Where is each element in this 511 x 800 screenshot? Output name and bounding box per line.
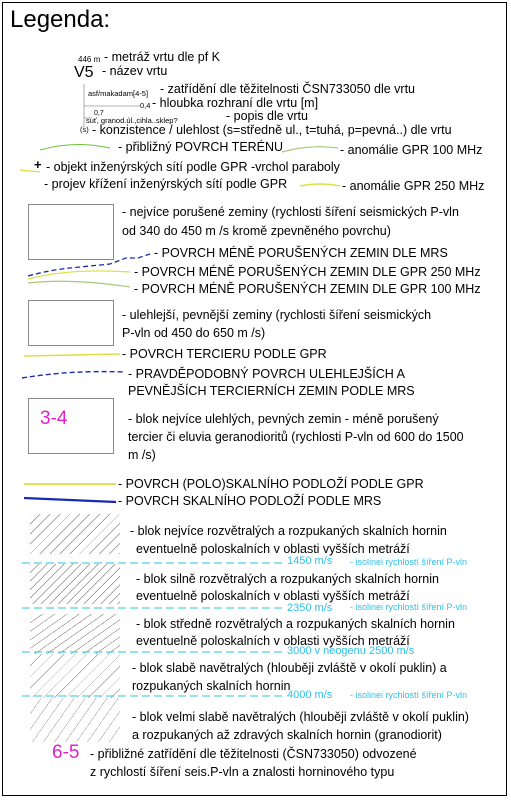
isoline-2-value: 2350 m/s (287, 602, 333, 614)
tertiary-gpr-desc: - POVRCH TERCIERU PODLE GPR (122, 347, 327, 361)
bedrock-mrs-line (24, 498, 116, 502)
approx-terrain-desc: - přibližný POVRCH TERÉNU (118, 140, 284, 154)
firmer-soils-line-2: P-vln od 450 do 650 m /s) (122, 326, 266, 340)
firmer-soils-line-1: - ulehlejší, pevnější zeminy (rychlosti šíření seismických (122, 308, 432, 322)
gpr-anomaly-250-desc: - anomálie GPR 250 MHz (342, 179, 485, 193)
rock-block-2-line-1: - blok silně rozvětralých a rozpukaných skalních hornin (136, 572, 439, 586)
rock-block-4-line-1: - blok slabě navětralých (hlouběji zvláště v okolí puklin) a (132, 661, 447, 675)
rock-block-1-line-1: - blok nejvíce rozvětralých a rozpukaných skalních hornin (130, 524, 447, 538)
block-34-line-3: m /s) (128, 448, 156, 462)
rock-block-3-line-2: eventuelně poloskalních v oblasti vyšších metráží (136, 634, 410, 648)
tertiary-mrs-line-1: - PRAVDĚPODOBNÝ POVRCH ULEHLEJŠÍCH A (128, 367, 405, 381)
bedrock-mrs-desc: - POVRCH SKALNÍHO PODLOŽÍ PODLE MRS (118, 494, 382, 508)
gpr-100-anomaly-line (282, 147, 338, 152)
utility-plus-marker: + (34, 157, 42, 172)
consistency-desc: - konzistence / ulehlost (s=středně ul., t=tuhá, p=pevná..) dle vrtu (92, 123, 452, 137)
rock-block-4-line-2: rozpukaných skalních hornin (132, 679, 291, 693)
classification-line-1: - přibližné zatřídění dle těžitelnosti (ČSN733050) odvozené (90, 747, 417, 761)
less-disturbed-gpr100-line (28, 281, 130, 287)
rock-block-3-line-1: - blok středně rozvětralých a rozpukaných skalních hornin (136, 617, 455, 631)
meterage-desc: - metráž vrtu dle pf K (104, 50, 221, 64)
borehole-symbol (84, 84, 140, 130)
block-34-label: 3-4 (40, 408, 68, 429)
classification-label: 6-5 (52, 742, 80, 763)
depth-desc: - hloubka rozhraní dle vrtu [m] (152, 96, 319, 110)
less-disturbed-gpr250-line (28, 271, 130, 279)
isoline-1-label: - isolinei rychlostí šíření P-vln (350, 557, 468, 567)
most-disturbed-line-1: - nejvíce porušené zeminy (rychlosti šíření seismických P-vln (122, 205, 459, 219)
utility-object-desc: - objekt inženýrských sítí podle GPR -vrchol paraboly (46, 160, 340, 174)
gpr-250-anomaly-line (300, 184, 340, 186)
most-disturbed-line-2: od 340 do 450 m /s kromě zpevněného povrchu) (122, 224, 391, 238)
meterage-value: 446 m (78, 55, 101, 64)
rock-block-1-line-2: eventuelně poloskalních v oblasti vyšších metráží (136, 542, 410, 556)
classification-line-2: z rychlostí šíření seis.P-vln a znalosti horninového typu (90, 765, 395, 779)
tertiary-gpr-line (24, 354, 120, 356)
utility-crossing-desc: - projev křížení inženýrských sítí podle GPR (44, 177, 288, 191)
utility-crossing-line (20, 170, 40, 172)
rock-block-5-line-1: - blok velmi slabě navětralých (hlouběji zvláště v okolí puklin) (132, 710, 469, 724)
depth-value: 0,4 (140, 101, 151, 110)
layer-desc-value: suť, granod.úl.,cihla..sklep? (86, 116, 178, 125)
tertiary-mrs-line-2: PEVNĚJŠÍCH TERCIERNÍCH ZEMIN PODLE MRS (128, 384, 415, 398)
rock-block-2-line-2: eventuelně poloskalních v oblasti vyšších metráží (136, 589, 410, 603)
block-34-line-1: - blok nejvíce ulehlých, pevných zemin - méně porušený (128, 412, 439, 426)
less-disturbed-gpr250-desc: - POVRCH MÉNĚ PORUŠENÝCH ZEMIN DLE GPR 250 MHz (134, 265, 481, 279)
isoline-4-label: - isolinei rychlostí šíření P-vln (350, 690, 468, 700)
class-desc: - zatřídění dle těžitelnosti ČSN733050 dle vrtu (160, 82, 415, 96)
isoline-3-value: 3000 v neogenu 2500 m/s (287, 645, 415, 657)
less-disturbed-mrs-desc: - POVRCH MÉNĚ PORUŠENÝCH ZEMIN DLE MRS (154, 246, 448, 260)
borehole-name-value: V5 (74, 64, 94, 81)
consistency-value: (s) (80, 125, 89, 134)
isoline-4-value: 4000 m/s (287, 689, 333, 701)
tertiary-mrs-line (22, 372, 124, 378)
bedrock-gpr-desc: - POVRCH (POLO)SKALNÍHO PODLOŽÍ PODLE GPR (118, 477, 424, 491)
layer-sample-depth: 0,7 (94, 110, 104, 117)
layer-desc-desc: - popis dle vrtu (226, 109, 308, 123)
gpr-anomaly-100-desc: - anomálie GPR 100 MHz (340, 143, 483, 157)
less-disturbed-gpr100-desc: - POVRCH MÉNĚ PORUŠENÝCH ZEMIN DLE GPR 100 MHz (134, 282, 481, 296)
rock-block-5-line-2: a rozpukaných až zdravých skalních hornin (granodiorit) (132, 728, 442, 742)
borehole-name-desc: - název vrtu (102, 64, 168, 78)
class-value: asf/makadam[4-5] (88, 89, 149, 98)
isoline-2-label: - isolinei rychlostí šíření P-vln (350, 602, 468, 612)
less-disturbed-mrs-line (28, 254, 150, 276)
block-34-line-2: tercier či eluvia geranodioritů (rychlosti P-vln od 600 do 1500 (128, 430, 464, 444)
legend-title: Legenda: (10, 6, 111, 33)
approx-terrain-line (40, 144, 110, 150)
isoline-1-value: 1450 m/s (287, 555, 333, 567)
